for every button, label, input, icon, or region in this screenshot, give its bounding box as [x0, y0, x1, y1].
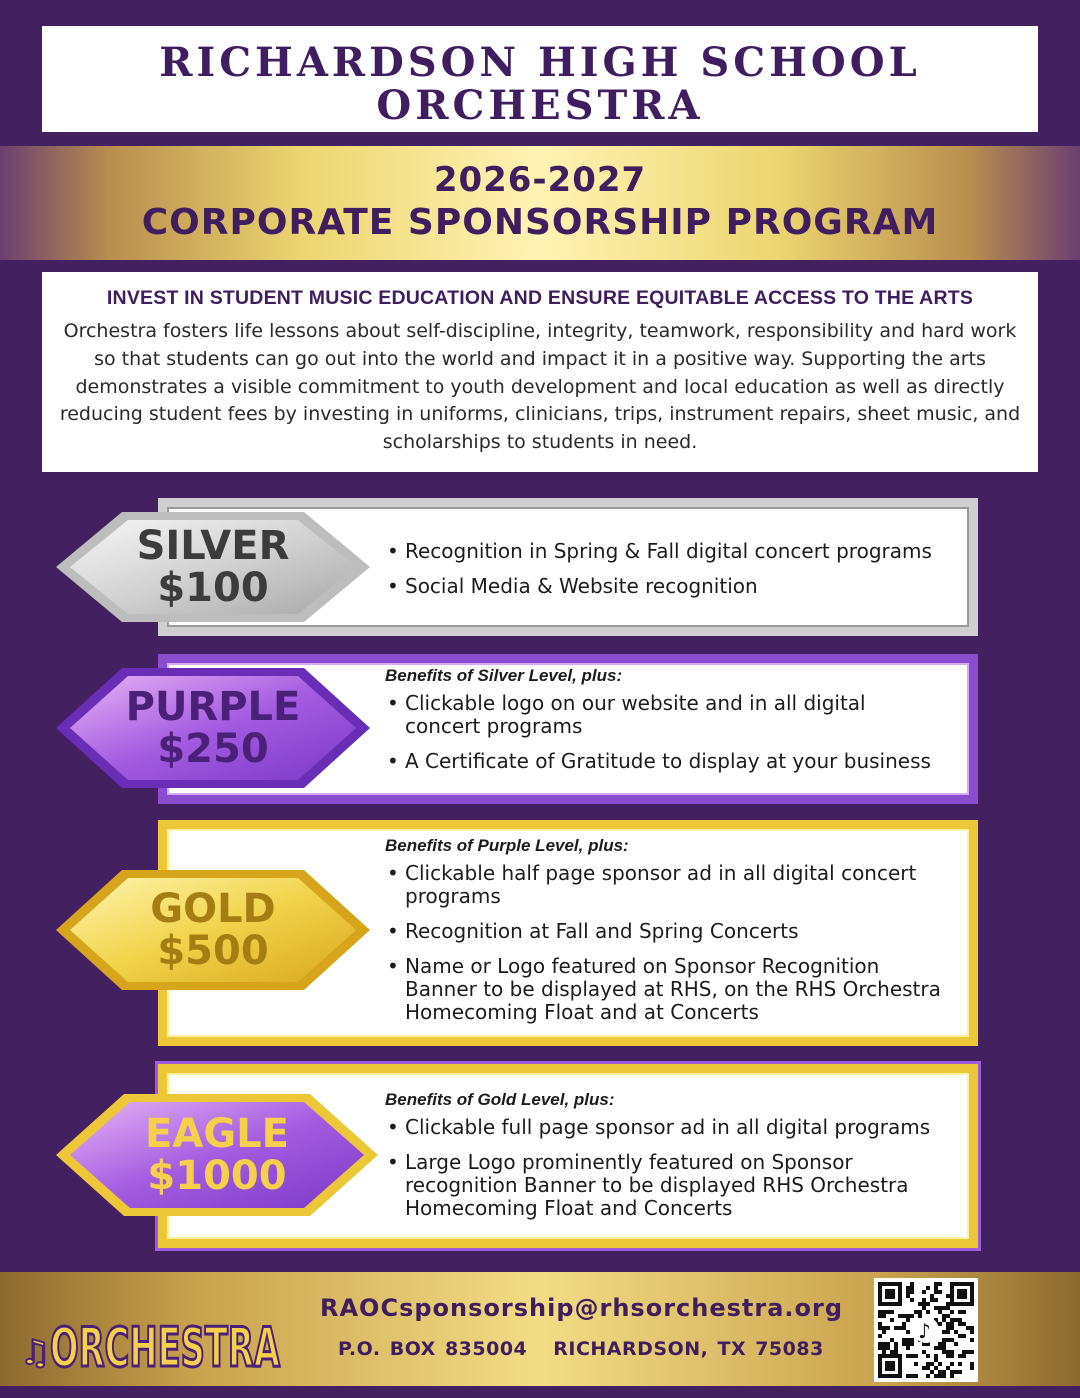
tier-eagle-benefit-2: • Large Logo prominently featured on Sponsor recognition Banner to be displayed RHS Orchestra Homecoming Float and Concerts — [405, 1151, 945, 1220]
tier-gold-benefit-1: • Clickable half page sponsor ad in all digital concert programs — [405, 862, 945, 908]
qr-module — [878, 1334, 882, 1338]
qr-module — [926, 1362, 930, 1366]
orchestra-logo-text: ORCHESTRA — [50, 1316, 281, 1378]
qr-module — [894, 1342, 898, 1346]
qr-module — [966, 1350, 970, 1354]
qr-module — [894, 1326, 898, 1330]
tier-purple-price: $250 — [157, 726, 269, 772]
tier-gold-benefit-2: • Recognition at Fall and Spring Concerts — [405, 920, 945, 943]
qr-module — [910, 1282, 914, 1286]
qr-module — [942, 1370, 946, 1374]
qr-module — [966, 1326, 970, 1330]
qr-module — [958, 1334, 962, 1338]
qr-module — [878, 1326, 882, 1330]
qr-module — [946, 1350, 950, 1354]
tier-eagle-content — [385, 1090, 945, 1232]
qr-module — [938, 1342, 942, 1346]
svg-text:♪: ♪ — [918, 1319, 931, 1343]
qr-module — [970, 1330, 974, 1334]
qr-module — [942, 1374, 946, 1378]
qr-module — [950, 1318, 954, 1322]
qr-module — [934, 1306, 938, 1310]
qr-module — [926, 1374, 930, 1378]
qr-module — [906, 1294, 910, 1298]
qr-module — [890, 1310, 894, 1314]
qr-module — [942, 1314, 946, 1318]
qr-module — [938, 1310, 942, 1314]
qr-module — [882, 1314, 886, 1318]
tier-gold-intro: Benefits of Purple Level, plus: — [385, 836, 629, 855]
qr-module — [934, 1298, 938, 1302]
tier-eagle-badge — [52, 1092, 382, 1218]
qr-module — [950, 1370, 954, 1374]
qr-module — [938, 1362, 942, 1366]
qr-module — [922, 1306, 926, 1310]
tier-eagle-benefit-1: • Clickable full page sponsor ad in all digital programs — [405, 1116, 945, 1139]
qr-module — [926, 1354, 930, 1358]
mailing-address — [338, 1338, 824, 1360]
qr-module — [954, 1318, 958, 1322]
qr-module — [906, 1330, 910, 1334]
qr-module — [934, 1354, 938, 1358]
qr-module — [906, 1318, 910, 1322]
qr-module — [942, 1342, 946, 1346]
title-box — [42, 26, 1038, 132]
qr-module — [938, 1290, 942, 1294]
qr-module — [946, 1330, 950, 1334]
qr-code[interactable] — [874, 1278, 978, 1382]
qr-module — [934, 1374, 938, 1378]
qr-module — [882, 1310, 886, 1314]
qr-module — [934, 1286, 938, 1290]
orchestra-logo — [18, 1282, 288, 1382]
intro-box — [42, 272, 1038, 472]
tier-gold-benefit-3: • Name or Logo featured on Sponsor Recognition Banner to be displayed at RHS, on the RHS Orchestra Homecoming Float and at Concerts — [405, 955, 945, 1024]
qr-module — [934, 1290, 938, 1294]
qr-module — [878, 1322, 882, 1326]
tier-gold-name: GOLD — [150, 886, 276, 932]
qr-module — [894, 1346, 898, 1350]
qr-module — [950, 1310, 954, 1314]
qr-module — [914, 1374, 918, 1378]
qr-module — [910, 1290, 914, 1294]
qr-module — [950, 1350, 954, 1354]
qr-module — [938, 1322, 942, 1326]
qr-module — [886, 1310, 890, 1314]
qr-module — [906, 1354, 910, 1358]
qr-module — [902, 1342, 906, 1346]
qr-module — [930, 1362, 934, 1366]
qr-module — [906, 1286, 910, 1290]
qr-module — [890, 1338, 894, 1342]
qr-module — [922, 1366, 926, 1370]
qr-module — [878, 1346, 882, 1350]
qr-module — [970, 1366, 974, 1370]
city-state-zip: RICHARDSON, TX 75083 — [553, 1338, 824, 1360]
qr-module — [958, 1354, 962, 1358]
qr-module — [910, 1342, 914, 1346]
qr-module — [926, 1366, 930, 1370]
tier-eagle-price: $1000 — [147, 1153, 287, 1199]
qr-module — [922, 1350, 926, 1354]
qr-module — [918, 1314, 922, 1318]
qr-module — [962, 1322, 966, 1326]
qr-module — [954, 1370, 958, 1374]
tier-purple-content — [385, 666, 945, 785]
qr-module — [930, 1370, 934, 1374]
qr-module — [886, 1342, 890, 1346]
qr-module — [906, 1374, 910, 1378]
qr-module — [882, 1326, 886, 1330]
qr-module — [938, 1370, 942, 1374]
qr-module — [938, 1306, 942, 1310]
qr-module — [910, 1354, 914, 1358]
qr-module — [946, 1306, 950, 1310]
qr-module — [938, 1374, 942, 1378]
qr-module — [910, 1298, 914, 1302]
qr-module — [954, 1330, 958, 1334]
qr-module — [938, 1346, 942, 1350]
qr-module — [946, 1338, 950, 1342]
qr-module — [970, 1362, 974, 1366]
tier-gold-content — [385, 836, 945, 1036]
qr-module — [906, 1342, 910, 1346]
tier-eagle — [0, 1064, 1080, 1248]
qr-module — [942, 1306, 946, 1310]
program-title: CORPORATE SPONSORSHIP PROGRAM — [141, 202, 939, 243]
qr-module — [898, 1326, 902, 1330]
tier-gold — [0, 820, 1080, 1046]
tier-gold-price: $500 — [157, 928, 269, 974]
tier-silver — [0, 498, 1080, 636]
qr-module — [906, 1314, 910, 1318]
qr-module — [890, 1318, 894, 1322]
qr-module — [962, 1354, 966, 1358]
qr-module — [926, 1302, 930, 1306]
qr-module — [910, 1338, 914, 1342]
qr-module — [958, 1370, 962, 1374]
qr-module — [950, 1374, 954, 1378]
qr-module — [882, 1346, 886, 1350]
page-title-line2: ORCHESTRA — [376, 82, 704, 129]
program-year: 2026-2027 — [433, 160, 647, 200]
tier-silver-badge — [52, 510, 374, 624]
tier-eagle-name: EAGLE — [145, 1111, 289, 1157]
qr-module — [946, 1326, 950, 1330]
qr-module — [902, 1338, 906, 1342]
page-title-line1: RICHARDSON HIGH SCHOOL — [159, 39, 921, 86]
qr-module — [910, 1286, 914, 1290]
qr-module — [950, 1362, 954, 1366]
qr-module — [922, 1290, 926, 1294]
qr-module — [962, 1334, 966, 1338]
intro-body: Orchestra fosters life lessons about self-discipline, integrity, teamwork, responsibility and hard work so that students can go out into the world and impact it in a positive way. Supporting the arts demonstrates a visible commitment to youth development and local education as well as directly reducing student fees by investing in uniforms, clinicians, trips, instrument repairs, sheet music, and scholarships to students in need. — [59, 320, 1021, 454]
tier-purple-benefit-2: • A Certificate of Gratitude to display at your business — [405, 750, 945, 773]
qr-module — [886, 1326, 890, 1330]
qr-module — [950, 1326, 954, 1330]
qr-module — [918, 1302, 922, 1306]
qr-module — [882, 1342, 886, 1346]
qr-module — [902, 1326, 906, 1330]
tier-eagle-intro: Benefits of Gold Level, plus: — [385, 1090, 615, 1109]
qr-module — [950, 1338, 954, 1342]
qr-module — [878, 1314, 882, 1318]
qr-module — [878, 1310, 882, 1314]
qr-module — [910, 1314, 914, 1318]
tier-silver-price: $100 — [157, 565, 269, 611]
qr-module — [946, 1354, 950, 1358]
po-box: P.O. BOX 835004 — [338, 1338, 528, 1360]
qr-module — [922, 1302, 926, 1306]
qr-module — [898, 1314, 902, 1318]
qr-module — [970, 1350, 974, 1354]
qr-module — [890, 1350, 894, 1354]
qr-module — [942, 1318, 946, 1322]
qr-module — [894, 1350, 898, 1354]
qr-module — [934, 1366, 938, 1370]
qr-module — [946, 1366, 950, 1370]
qr-module — [958, 1362, 962, 1366]
qr-module — [878, 1342, 882, 1346]
qr-module — [946, 1314, 950, 1318]
qr-module — [946, 1302, 950, 1306]
qr-module — [958, 1322, 962, 1326]
contact-email[interactable]: RAOCsponsorship@rhsorchestra.org — [320, 1294, 844, 1322]
footer — [0, 1272, 1080, 1386]
qr-module — [886, 1346, 890, 1350]
tier-purple-intro: Benefits of Silver Level, plus: — [385, 666, 623, 685]
tier-purple — [0, 654, 1080, 804]
tier-purple-name: PURPLE — [125, 684, 301, 730]
qr-module — [882, 1330, 886, 1334]
qr-module — [906, 1346, 910, 1350]
tier-silver-benefit-2: • Social Media & Website recognition — [405, 575, 932, 598]
qr-module — [914, 1310, 918, 1314]
svg-text:♫: ♫ — [20, 1333, 51, 1373]
qr-module — [954, 1342, 958, 1346]
qr-module — [926, 1286, 930, 1290]
qr-module — [942, 1338, 946, 1342]
qr-module — [958, 1318, 962, 1322]
qr-module — [926, 1310, 930, 1314]
qr-module — [902, 1322, 906, 1326]
qr-module — [962, 1350, 966, 1354]
qr-module — [914, 1354, 918, 1358]
qr-module — [934, 1282, 938, 1286]
qr-module — [902, 1314, 906, 1318]
tier-gold-badge — [52, 868, 374, 992]
tier-purple-badge — [52, 666, 374, 790]
intro-headline: INVEST IN STUDENT MUSIC EDUCATION AND ENSURE EQUITABLE ACCESS TO THE ARTS — [106, 287, 974, 309]
qr-module — [942, 1346, 946, 1350]
qr-module — [946, 1294, 950, 1298]
qr-module — [942, 1330, 946, 1334]
qr-module — [938, 1282, 942, 1286]
qr-module — [906, 1338, 910, 1342]
qr-module — [918, 1310, 922, 1314]
qr-module — [962, 1310, 966, 1314]
qr-module — [950, 1322, 954, 1326]
qr-module — [934, 1358, 938, 1362]
qr-module — [934, 1346, 938, 1350]
qr-module — [914, 1362, 918, 1366]
qr-module — [958, 1310, 962, 1314]
qr-module — [906, 1290, 910, 1294]
program-banner — [0, 146, 1080, 260]
qr-module — [942, 1350, 946, 1354]
tier-silver-benefit-1: • Recognition in Spring & Fall digital concert programs — [405, 540, 932, 563]
tier-silver-name: SILVER — [136, 523, 290, 569]
qr-module — [950, 1354, 954, 1358]
qr-module — [970, 1338, 974, 1342]
qr-module — [970, 1326, 974, 1330]
qr-module — [946, 1322, 950, 1326]
qr-module — [910, 1374, 914, 1378]
qr-module — [922, 1298, 926, 1302]
tier-purple-benefit-1: • Clickable logo on our website and in all digital concert programs — [405, 692, 945, 738]
qr-module — [930, 1294, 934, 1298]
qr-module — [930, 1298, 934, 1302]
tier-silver-content — [385, 540, 932, 610]
qr-module — [882, 1350, 886, 1354]
